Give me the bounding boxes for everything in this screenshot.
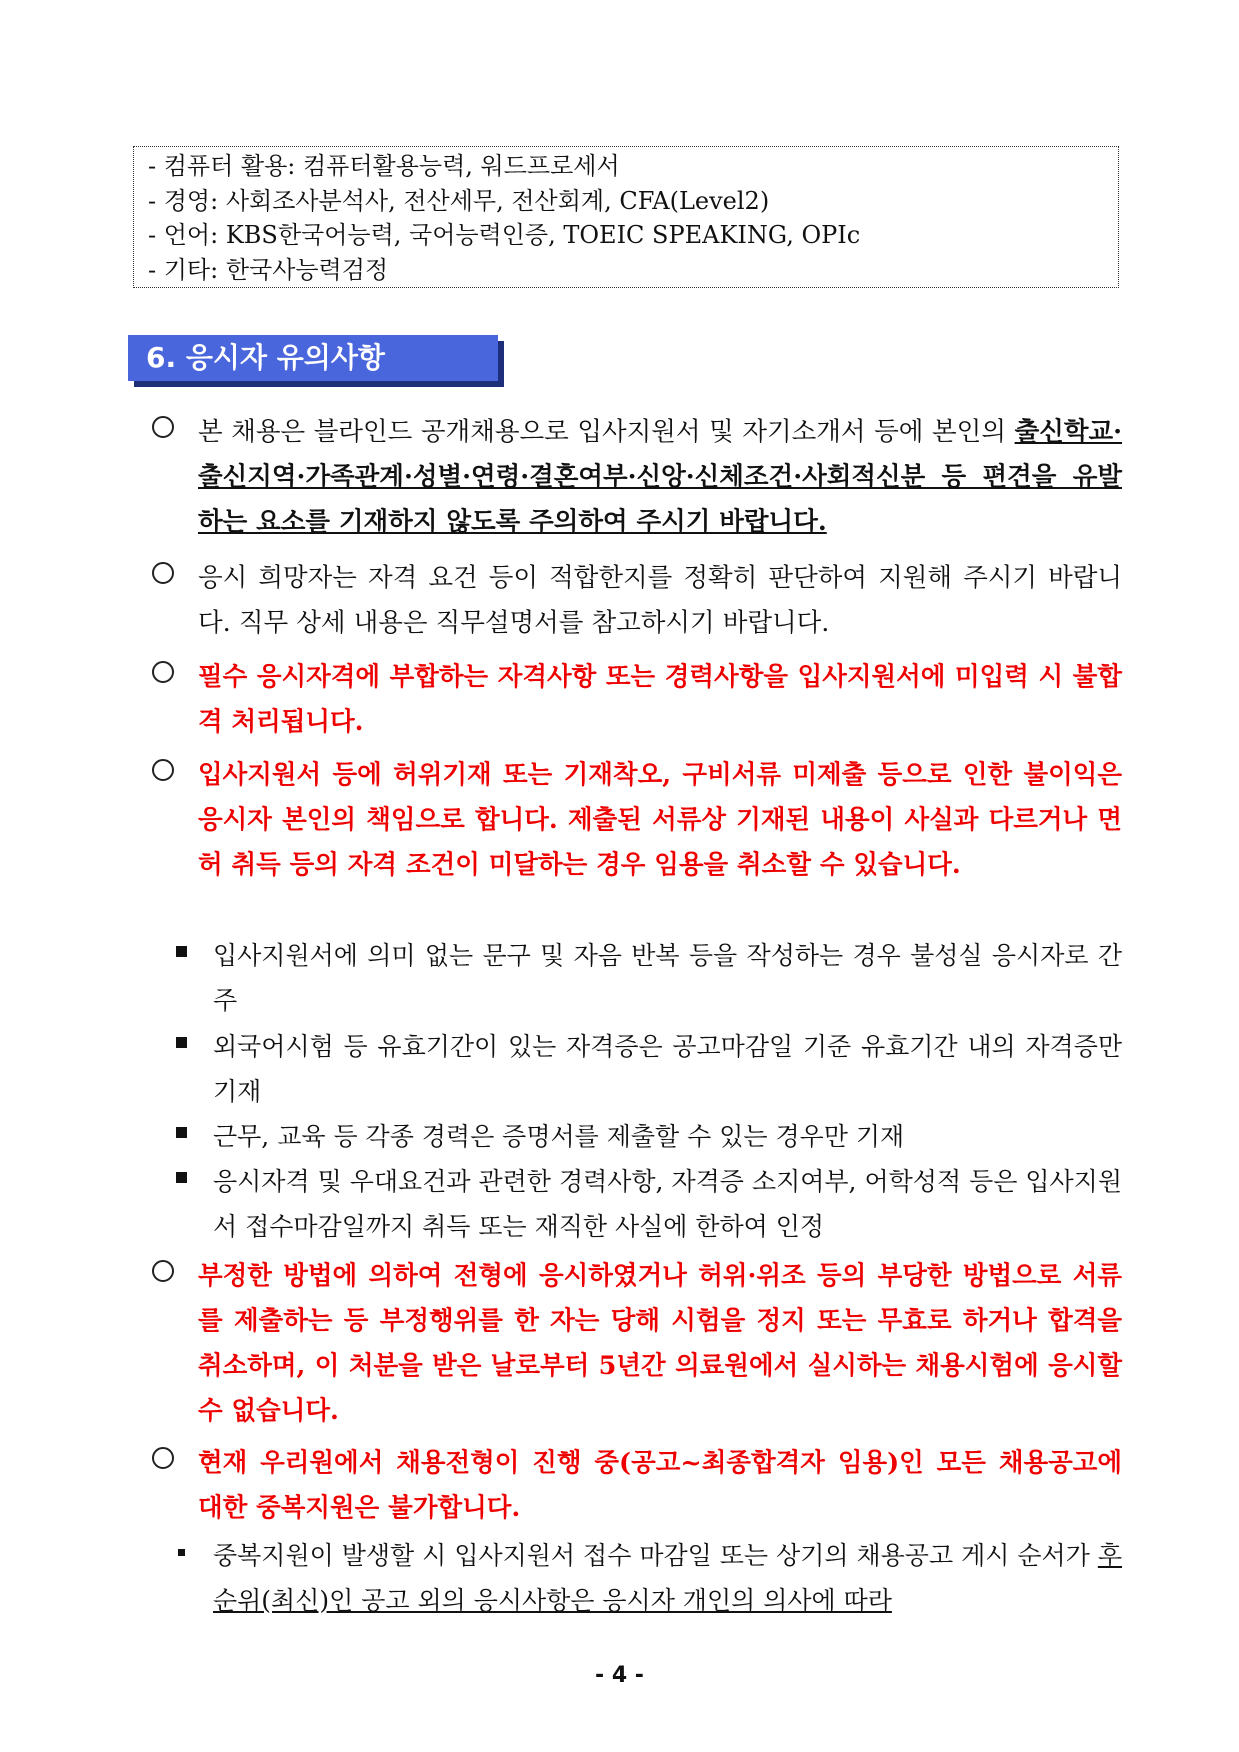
notice-text: 현재 우리원에서 채용전형이 진행 중(공고~최종합격자 임용)인 모든 채용공고에 대한 중복지원은 불가합니다.: [198, 1448, 1122, 1523]
notice-text: 필수 응시자격에 부합하는 자격사항 또는 경력사항을 입사지원서에 미입력 시 불합격 처리됩니다.: [198, 662, 1122, 737]
notice-text: 본 채용은 블라인드 공개채용으로 입사지원서 및 자기소개서 등에 본인의 출신학교·출신지역·가족관계·성별·연령·결혼여부·신앙·신체조건·사회적신분 등 편견을 유발하는 요소를 기재하지 않도록 주의하여 주시기 바랍니다.: [198, 417, 1122, 537]
circle-bullet-icon: [152, 1447, 174, 1469]
sub-bullet-item: [176, 1024, 1122, 1114]
notice-item: [152, 655, 1122, 745]
circle-bullet-icon: [152, 661, 174, 683]
sub-bullet-item: [176, 1114, 1122, 1159]
sub-bullet-text: 외국어시험 등 유효기간이 있는 자격증은 공고마감일 기준 유효기간 내의 자격증만 기재: [213, 1032, 1122, 1106]
notice-item: [152, 556, 1122, 646]
circle-bullet-icon: [152, 1260, 174, 1282]
notice-item: [152, 410, 1122, 545]
small-square-bullet-icon: [178, 1549, 185, 1556]
notice-text: 입사지원서 등에 허위기재 또는 기재착오, 구비서류 미제출 등으로 인한 불이익은 응시자 본인의 책임으로 합니다. 제출된 서류상 기재된 내용이 사실과 다르거나 면허 취득 등의 자격 조건이 미달하는 경우 임용을 취소할 수 있습니다.: [198, 760, 1122, 880]
qualification-line: - 언어: KBS한국어능력, 국어능력인증, TOEIC SPEAKING, OPIc: [148, 221, 861, 249]
square-bullet-icon: [176, 1037, 187, 1048]
circle-bullet-icon: [152, 759, 174, 781]
sub-bullet-text: 입사지원서에 의미 없는 문구 및 자음 반복 등을 작성하는 경우 불성실 응시자로 간주: [213, 941, 1122, 1015]
section-heading: 6. 응시자 유의사항: [128, 335, 498, 381]
notice-text: 응시 희망자는 자격 요건 등이 적합한지를 정확히 판단하여 지원해 주시기 바랍니다. 직무 상세 내용은 직무설명서를 참고하시기 바랍니다.: [198, 563, 1122, 638]
qualification-line: - 컴퓨터 활용: 컴퓨터활용능력, 워드프로세서: [148, 152, 620, 180]
circle-bullet-icon: [152, 562, 174, 584]
notice-emphasis: 출신학교·출신지역·가족관계·성별·연령·결혼여부·신앙·신체조건·사회적신분 등 편견을 유발하는 요소를 기재하지 않도록 주의하여 주시기 바랍니다.: [198, 417, 1122, 537]
qualification-list-box: [133, 146, 1119, 288]
qualification-line: - 기타: 한국사능력검정: [148, 255, 389, 284]
sub-bullet-text: 중복지원이 발생할 시 입사지원서 접수 마감일 또는 상기의 채용공고 게시 순서가 후순위(최신)인 공고 외의 응시사항은 응시자 개인의 의사에 따라: [213, 1541, 1123, 1615]
qualification-line: - 경영: 사회조사분석사, 전산세무, 전산회계, CFA(Level2): [148, 186, 770, 215]
sub-bullet-item: [176, 933, 1122, 1023]
notice-item: [152, 1254, 1122, 1434]
underlined-text: 후순위(최신)인 공고 외의 응시사항은 응시자 개인의 의사에 따라: [213, 1541, 1123, 1615]
sub-bullet-text: 근무, 교육 등 각종 경력은 증명서를 제출할 수 있는 경우만 기재: [213, 1122, 905, 1151]
sub-bullet-text: 응시자격 및 우대요건과 관련한 경력사항, 자격증 소지여부, 어학성적 등은 입사지원서 접수마감일까지 취득 또는 재직한 사실에 한하여 인정: [213, 1167, 1122, 1241]
notice-item: [152, 1441, 1122, 1531]
notice-item: [152, 753, 1122, 888]
circle-bullet-icon: [152, 416, 174, 438]
sub-bullet-item: [176, 1159, 1122, 1249]
page-number: - 4 -: [595, 1663, 644, 1688]
notice-text: 부정한 방법에 의하여 전형에 응시하였거나 허위·위조 등의 부당한 방법으로 서류를 제출하는 등 부정행위를 한 자는 당해 시험을 정지 또는 무효로 하거나 합격을 취소하며, 이 처분을 받은 날로부터 5년간 의료원에서 실시하는 채용시험에 응시할 수 없습니다.: [198, 1261, 1122, 1426]
square-bullet-icon: [176, 1127, 187, 1138]
sub-bullet-item: [176, 1533, 1122, 1623]
square-bullet-icon: [176, 946, 187, 957]
square-bullet-icon: [176, 1172, 187, 1183]
